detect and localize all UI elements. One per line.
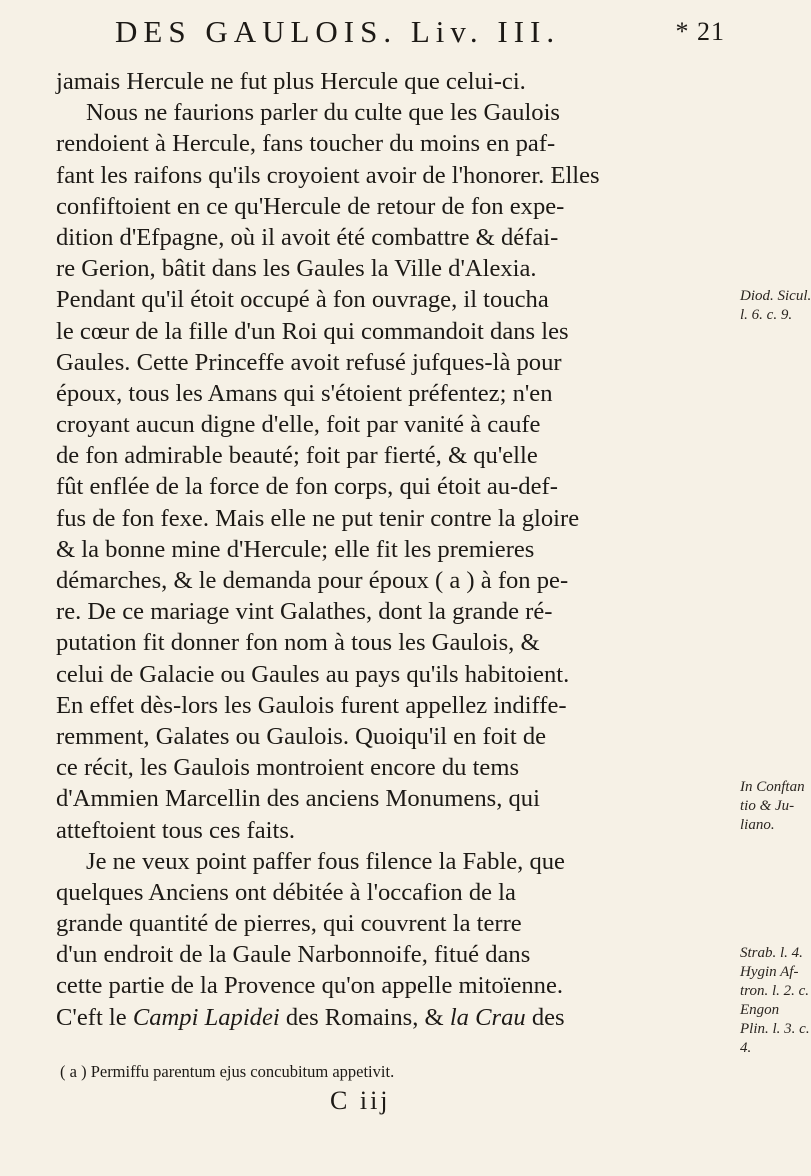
text-line: fût enflée de la force de fon corps, qui étoit au-def- <box>56 473 558 501</box>
margin-note-line: Hygin Af- <box>740 964 799 980</box>
margin-note-strabo <box>740 944 810 1058</box>
text-fragment: C'eft le <box>56 1003 133 1031</box>
text-line: confiftoient en ce qu'Hercule de retour de fon expe- <box>56 192 565 220</box>
text-line: démarches, & le demanda pour époux ( a ) à fon pe- <box>56 567 569 594</box>
text-line: re Gerion, bâtit dans les Gaules la Ville d'Alexia. <box>56 255 537 283</box>
text-line: ce récit, les Gaulois montroient encore du tems <box>56 754 520 782</box>
italic-term: la Crau <box>449 1003 526 1031</box>
text-line: de fon admirable beauté; foit par fierté, & qu'elle <box>56 442 538 470</box>
text-line: & la bonne mine d'Hercule; elle fit les premieres <box>56 535 535 563</box>
text-line: Je ne veux point paffer fous filence la Fable, que <box>86 847 565 875</box>
text-line: dition d'Efpagne, où il avoit été combattre & défai- <box>56 223 559 251</box>
text-line: jamais Hercule ne fut plus Hercule que celui-ci. <box>56 68 526 95</box>
text-line: putation fit donner fon nom à tous les Gaulois, & <box>56 629 540 657</box>
text-line: rendoient à Hercule, fans toucher du moins en paf- <box>56 130 556 158</box>
margin-note-line: tio & Ju- <box>740 798 795 814</box>
text-line: celui de Galacie ou Gaules au pays qu'ils habitoient. <box>56 660 570 688</box>
margin-note-line: Engon <box>740 1002 780 1018</box>
margin-note-line: 4. <box>740 1040 752 1056</box>
margin-note-diodorus <box>740 287 811 325</box>
margin-note-line: Strab. l. 4. <box>740 945 803 961</box>
text-line: époux, tous les Amans qui s'étoient préfentez; n'en <box>56 379 553 407</box>
text-line: En effet dès-lors les Gaulois furent appellez indiffe- <box>56 691 567 719</box>
text-line: cette partie de la Provence qu'on appelle mitoïenne. <box>56 972 564 1000</box>
margin-note-ammianus <box>740 778 805 835</box>
margin-note-line: l. 6. c. 9. <box>740 307 793 323</box>
text-line: d'un endroit de la Gaule Narbonnoife, fitué dans <box>56 941 531 969</box>
footnote: ( a ) Permiffu parentum ejus concubitum appetivit. <box>60 1062 395 1081</box>
margin-note-line: Diod. Sicul. <box>740 288 811 304</box>
margin-note-line: Plin. l. 3. c. <box>740 1021 810 1037</box>
text-line: le cœur de la fille d'un Roi qui commandoit dans les <box>56 317 569 345</box>
text-line: Nous ne faurions parler du culte que les Gaulois <box>86 99 560 127</box>
text-fragment: des <box>525 1003 565 1031</box>
text-line: grande quantité de pierres, qui couvrent la terre <box>56 910 522 938</box>
text-line: croyant aucun digne d'elle, foit par vanité à caufe <box>56 411 541 439</box>
text-line: quelques Anciens ont débitée à l'occafion de la <box>56 878 516 906</box>
margin-note-line: tron. l. 2. c. <box>740 983 810 999</box>
main-text <box>56 66 736 1033</box>
margin-note-line: liano. <box>740 817 775 833</box>
signature-mark: C iij <box>330 1086 391 1115</box>
page-number: * 21 <box>675 17 725 46</box>
text-line: remment, Galates ou Gaulois. Quoiqu'il en foit de <box>56 722 547 750</box>
italic-term: Campi Lapidei <box>132 1003 280 1031</box>
text-line: Pendant qu'il étoit occupé à fon ouvrage, il toucha <box>56 286 549 314</box>
text-line: fant les raifons qu'ils croyoient avoir de l'honorer. Elles <box>56 161 600 189</box>
text-line: fus de fon fexe. Mais elle ne put tenir contre la gloire <box>56 504 580 532</box>
running-header <box>115 10 725 54</box>
text-fragment: des Romains, & <box>279 1003 450 1031</box>
running-title: DES GAULOIS. Liv. III. <box>115 14 561 49</box>
margin-note-line: In Conftan <box>740 779 805 795</box>
text-line: Gaules. Cette Princeffe avoit refusé jufques-là pour <box>56 348 562 376</box>
text-line: atteftoient tous ces faits. <box>56 816 296 844</box>
text-line: re. De ce mariage vint Galathes, dont la grande ré- <box>56 598 553 626</box>
text-line: d'Ammien Marcellin des anciens Monumens, qui <box>56 785 540 813</box>
text-line <box>56 1002 736 1033</box>
